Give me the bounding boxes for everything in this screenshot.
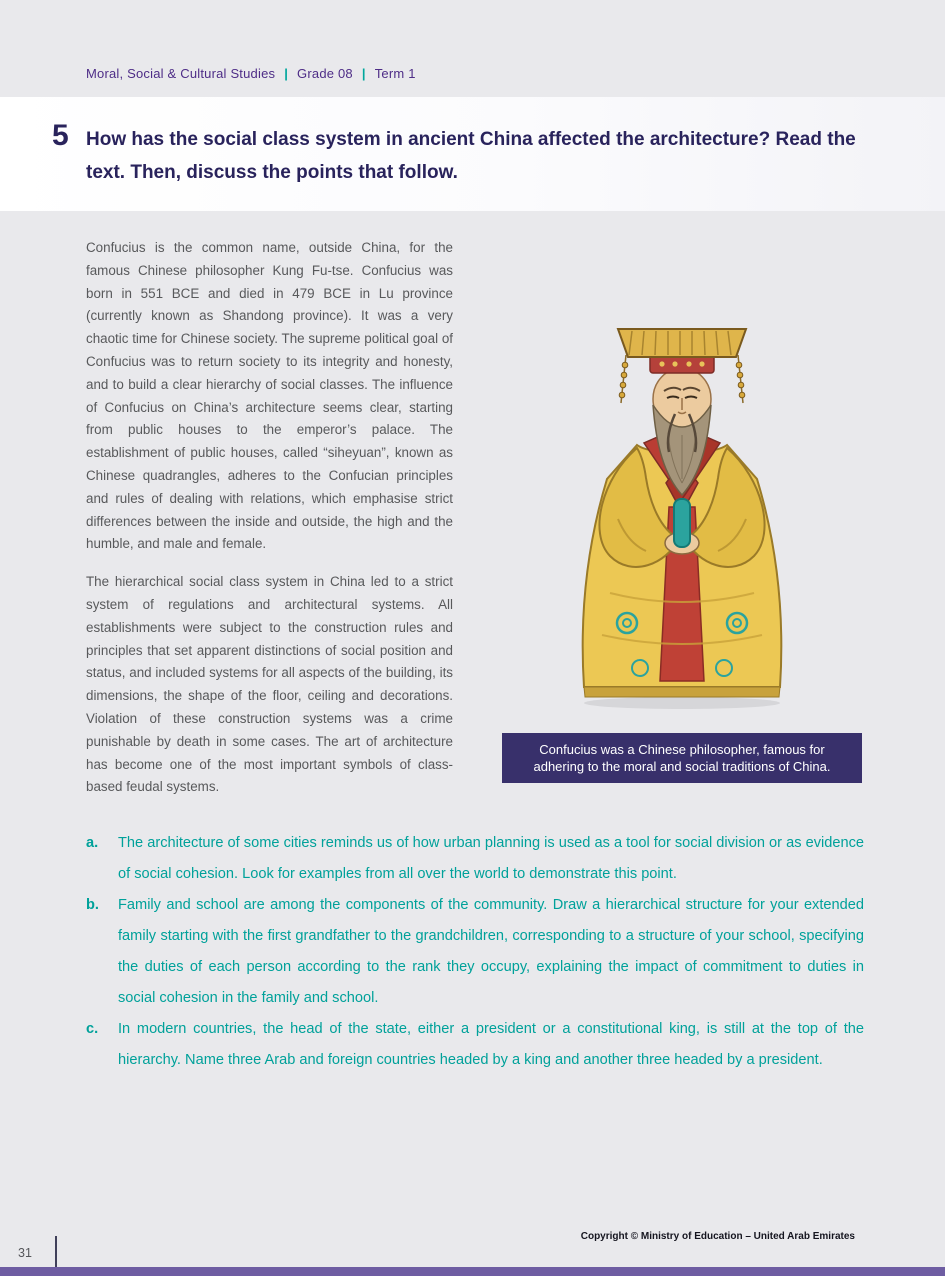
main-content [86,237,862,814]
body-paragraph-1: Confucius is the common name, outside China, for the famous Chinese philosopher Kung Fu-tse. Confucius was born in 551 BCE and died in 479 BCE in Lu province (currently known as Shandong province). It was a very chaotic time for Chinese society. The supreme political goal of Confucius was to return society to its integrity and honesty, and to build a clear hierarchy of social classes. The influence of Confucius on China’s architecture seems clear, starting from public houses to the emperor’s palace. The establishment of public houses, called “siheyuan”, known as Chinese quadrangles, adheres to the Confucian principles and rules of dealing with relations, which emphasise strict differences between the inside and outside, the high and the humble, and male and female. [86,240,453,552]
question-title: How has the social class system in ancient China affected the architecture? Read the text. Then, discuss the points that follow. [86,129,856,183]
body-paragraph-2: The hierarchical social class system in China led to a strict system of regulations and architectural systems. All establishments were subject to the construction rules and principles that set apparent distinctions of social position and status, and included systems for all aspects of the building, its dimensions, the shape of the floor, ceiling and decorations. Violation of these construction systems was a crime punishable by death in some cases. The art of architecture has become one of the most important symbols of class-based feudal systems. [86,574,453,795]
list-item [86,828,864,890]
breadcrumb-term: Term 1 [374,66,416,81]
list-item [86,1014,864,1076]
bottom-accent-bar [0,1267,945,1276]
body-text-column [86,237,453,814]
list-item [86,890,864,1014]
list-item-text: Family and school are among the components of the community. Draw a hierarchical structure for your extended family starting with the first grandfather to the grandchildren, corresponding to a structure of your school, specifying the duties of each person according to the rank they occupy, explaining the impact of commitment to duties in social cohesion in the family and school. [118,897,864,1006]
figure-caption: Confucius was a Chinese philosopher, famous for adhering to the moral and social traditions of China. [502,733,862,783]
copyright-notice: Copyright © Ministry of Education – United Arab Emirates [580,1231,855,1242]
list-item-letter: c. [86,1021,99,1037]
question-band [0,97,945,211]
list-item-text: The architecture of some cities reminds us of how urban planning is used as a tool for social division or as evidence of social cohesion. Look for examples from all over the world to demonstrate this point. [118,835,864,882]
confucius-illustration [527,293,837,713]
breadcrumb-separator: | [361,66,366,81]
breadcrumb-grade: Grade 08 [297,66,353,81]
list-item-text: In modern countries, the head of the state, either a president or a constitutional king, is still at the top of the hierarchy. Name three Arab and foreign countries headed by a king and another three headed by a president. [118,1021,864,1068]
list-item-letter: a. [86,835,99,851]
question-number: 5 [52,119,69,152]
figure-column [502,237,862,814]
page-number: 31 [18,1246,32,1260]
breadcrumb [86,66,416,81]
breadcrumb-subject: Moral, Social & Cultural Studies [86,66,276,81]
breadcrumb-separator: | [284,66,289,81]
list-item-letter: b. [86,897,99,913]
discussion-list [86,828,864,1076]
